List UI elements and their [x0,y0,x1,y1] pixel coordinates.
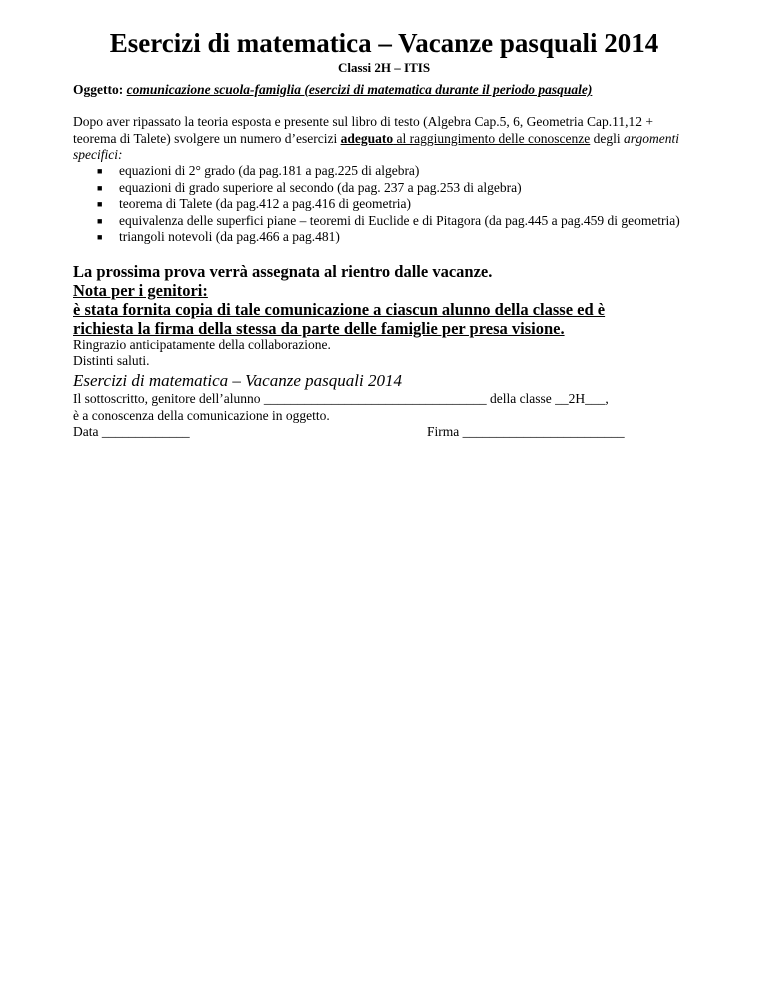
subject-label: Oggetto: [73,82,124,97]
intro-paragraph [73,114,698,164]
intro-bold-word: adeguato [340,130,394,146]
document-subtitle: Classi 2H – ITIS [337,60,431,75]
regards-block [73,337,693,369]
bullet-square-icon: ■ [97,166,103,176]
intro-text-2: degli [590,130,625,146]
signature-field: Firma ________________________ [427,424,625,439]
date-signature-line [73,424,703,441]
next-test-notice: La prossima prova verrà assegnata al rientro dalle vacanze. [73,262,493,281]
list-item [73,213,701,230]
list-item-text: triangoli notevoli (da pag.466 a pag.481) [119,229,340,244]
list-item-text: teorema di Talete (da pag.412 a pag.416 di geometria) [119,196,411,211]
parents-note-heading: Nota per i genitori: [73,281,208,300]
student-parent-line: Il sottoscritto, genitore dell’alunno _________________________________ della classe __2H___, [73,391,609,406]
intro-text-1: Dopo aver ripassato la teoria esposta e presente sul libro di testo (Algebra Cap.5, 6, Geometria Cap.11,12 + teorema di Talete) svolgere un numero d’esercizi [73,114,653,146]
date-field: Data _____________ [73,424,190,439]
topic-list [73,163,701,246]
bullet-square-icon: ■ [97,199,103,209]
list-item [73,180,701,197]
parents-note-line-1: è stata fornita copia di tale comunicazione a ciascun alunno della classe ed è [73,300,606,319]
intro-italic-text: argomenti specifici: [73,130,680,162]
list-item [73,229,701,246]
list-item-text: equivalenza delle superfici piane – teoremi di Euclide e di Pitagora (da pag.445 a pag.459 di geometria) [119,212,680,228]
acknowledgement-line: è a conoscenza della comunicazione in oggetto. [73,407,330,423]
intro-underlined-text: al raggiungimento delle conoscenze [393,130,591,146]
closing-line: Distinti saluti. [73,353,150,368]
form-title: Esercizi di matematica – Vacanze pasquali 2014 [73,371,402,390]
subject-value: comunicazione scuola-famiglia (esercizi di matematica durante il periodo pasquale) [126,82,593,97]
list-item [73,196,701,213]
list-item-text: equazioni di 2° grado (da pag.181 a pag.225 di algebra) [119,163,420,178]
document-title: Esercizi di matematica – Vacanze pasquali 2014 [109,28,659,58]
thanks-line: Ringrazio anticipatamente della collaborazione. [73,337,331,352]
bullet-square-icon: ■ [97,232,103,242]
notice-block [73,262,693,338]
bullet-square-icon: ■ [97,215,103,226]
bullet-square-icon: ■ [97,182,103,193]
signature-form [73,391,703,441]
parents-note-line-2: richiesta la firma della stessa da parte delle famiglie per presa visione. [73,319,565,338]
list-item [73,163,701,180]
subject-line [73,82,713,98]
list-item-text: equazioni di grado superiore al secondo (da pag. 237 a pag.253 di algebra) [119,179,522,195]
